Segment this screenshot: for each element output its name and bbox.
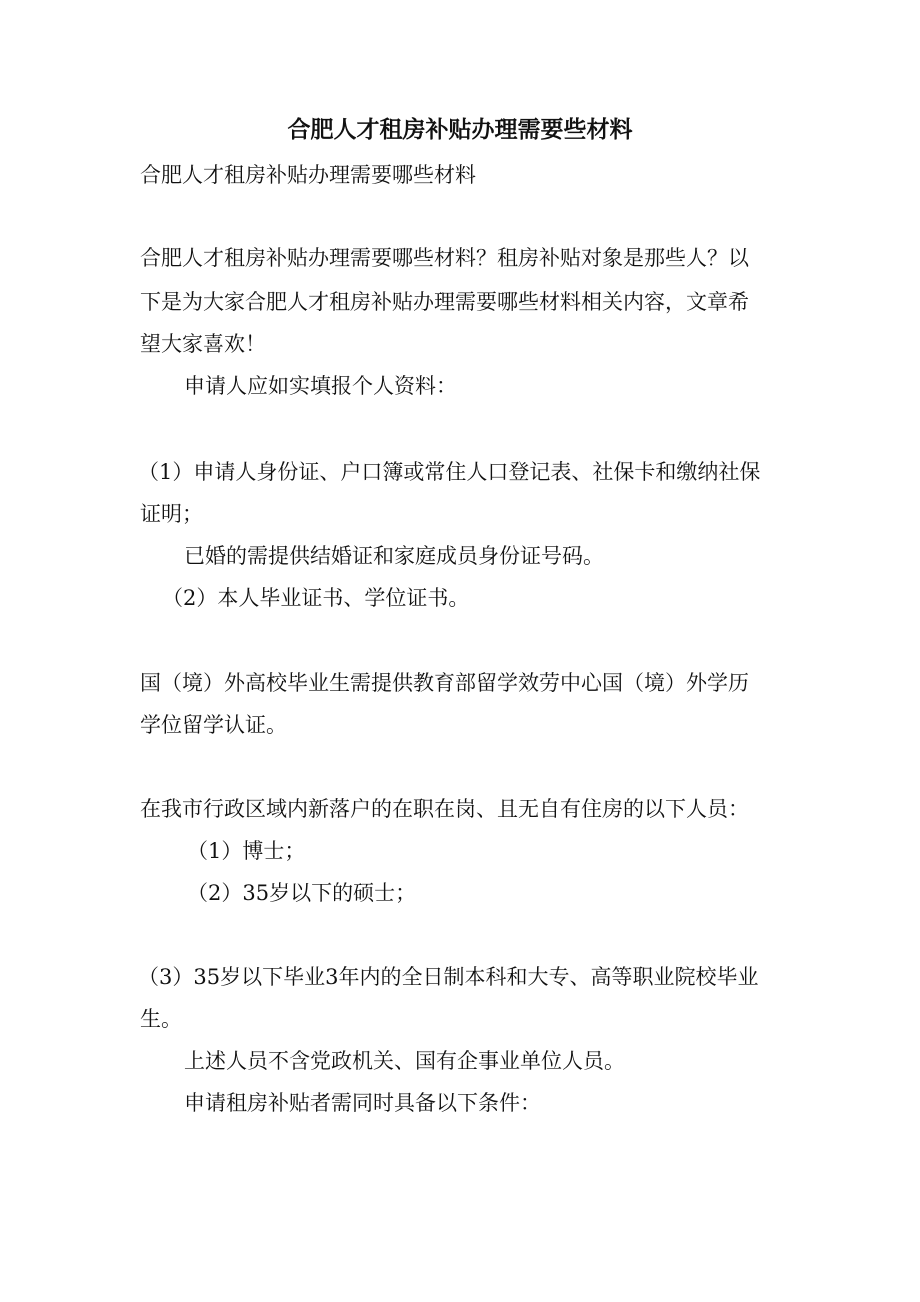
- intro-line-3: 望大家喜欢！: [140, 332, 266, 356]
- conditions-heading: 申请租房补贴者需同时具备以下条件：: [184, 1091, 541, 1115]
- item-1-line-2: 证明；: [140, 502, 203, 526]
- eligible-item-1: （1）博士；: [187, 839, 306, 863]
- intro-line-2: 下是为大家合肥人才租房补贴办理需要哪些材料相关内容，文章希: [140, 290, 749, 314]
- eligible-heading: 在我市行政区域内新落户的在职在岗、且无自有住房的以下人员：: [140, 797, 749, 821]
- exclusion-note: 上述人员不含党政机关、国有企事业单位人员。: [184, 1049, 625, 1073]
- overseas-line-2: 学位留学认证。: [140, 713, 287, 737]
- married-note: 已婚的需提供结婚证和家庭成员身份证号码。: [184, 544, 604, 568]
- eligible-item-3-line-1: （3）35岁以下毕业3年内的全日制本科和大专、高等职业院校毕业: [138, 965, 759, 989]
- item-2: （2）本人毕业证书、学位证书。: [162, 586, 470, 610]
- intro-line-1: 合肥人才租房补贴办理需要哪些材料？租房补贴对象是那些人？以: [140, 246, 749, 270]
- overseas-line-1: 国（境）外高校毕业生需提供教育部留学效劳中心国（境）外学历: [140, 671, 749, 695]
- subtitle-line: 合肥人才租房补贴办理需要哪些材料: [140, 163, 476, 187]
- eligible-item-3-line-2: 生。: [140, 1007, 182, 1031]
- applicant-info-heading: 申请人应如实填报个人资料：: [184, 374, 457, 398]
- eligible-item-2: （2）35岁以下的硕士；: [187, 881, 417, 905]
- document-title: 合肥人才租房补贴办理需要些材料: [287, 117, 633, 143]
- item-1-line-1: （1）申请人身份证、户口簿或常住人口登记表、社保卡和缴纳社保: [138, 460, 761, 484]
